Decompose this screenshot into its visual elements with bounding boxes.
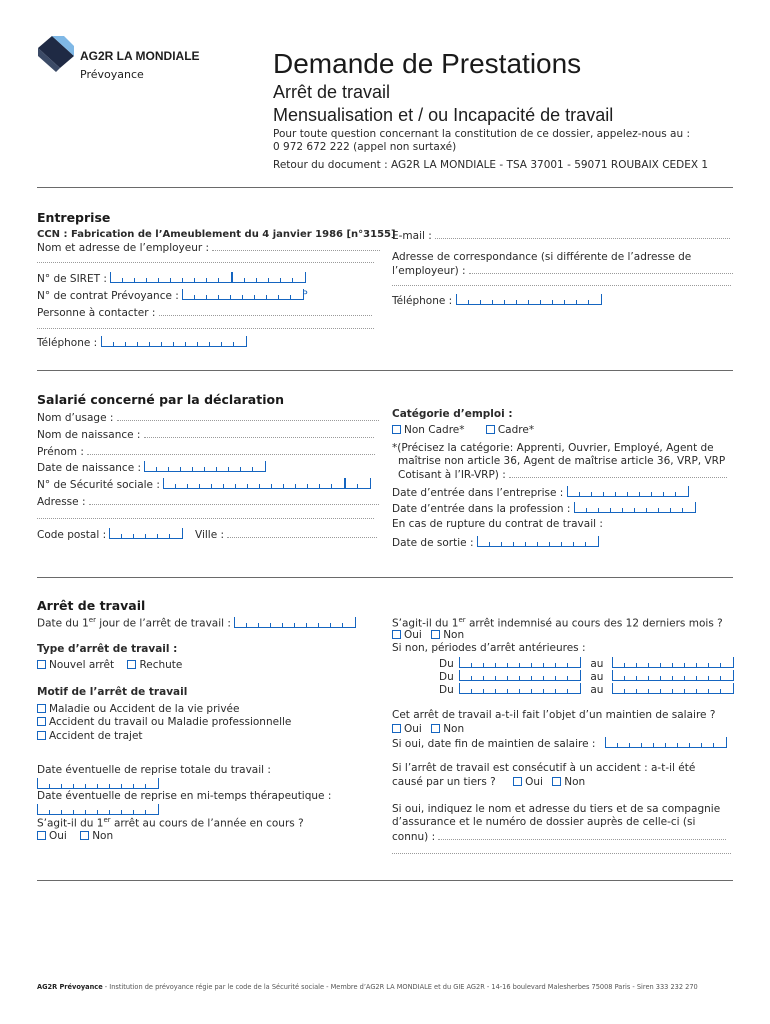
tiers-info-2: d’assurance et le numéro de dossier auprès de celle-ci (si bbox=[392, 816, 696, 828]
contact-person-line[interactable] bbox=[37, 328, 374, 329]
non-checkbox[interactable] bbox=[431, 630, 440, 639]
email-label: E-mail : bbox=[392, 230, 432, 242]
premier-annee-oui[interactable] bbox=[37, 830, 67, 842]
telephone-left-boxes[interactable] bbox=[101, 336, 247, 347]
employer-field[interactable] bbox=[37, 241, 380, 255]
secu-key-boxes[interactable] bbox=[345, 478, 371, 489]
telephone-right-boxes[interactable] bbox=[456, 294, 602, 305]
tiers-info-line[interactable] bbox=[392, 853, 731, 854]
page-subtitle-1: Arrêt de travail bbox=[273, 82, 391, 102]
secu-field[interactable] bbox=[37, 478, 371, 492]
rechute-label: Rechute bbox=[139, 659, 183, 671]
nom-usage-field[interactable] bbox=[37, 411, 379, 425]
non-cadre-checkbox[interactable] bbox=[392, 425, 401, 434]
email-field[interactable] bbox=[392, 229, 730, 243]
motif-option-1[interactable] bbox=[37, 703, 239, 716]
non-label: Non bbox=[92, 830, 114, 842]
oui-label: Oui bbox=[404, 629, 422, 641]
indemnise-non[interactable] bbox=[431, 629, 464, 641]
contrat-letter: P bbox=[302, 290, 308, 300]
oui-label: Oui bbox=[49, 830, 67, 842]
contact-line-1: Pour toute question concernant la constitution de ce dossier, appelez-nous au : bbox=[273, 128, 691, 140]
categorie-note-1: *(Précisez la catégorie: Apprenti, Ouvrier, Employé, Agent de bbox=[392, 442, 714, 454]
adresse-label: Adresse : bbox=[37, 496, 86, 508]
date-sortie-field[interactable] bbox=[392, 536, 599, 550]
categorie-note-3: Cotisant à l’IR-VRP) : bbox=[398, 469, 506, 481]
section-heading-salarie: Salarié concerné par la déclaration bbox=[37, 392, 284, 407]
periode-row-3[interactable] bbox=[439, 683, 734, 697]
telephone-right-field[interactable] bbox=[392, 294, 602, 308]
premier-annee-question bbox=[37, 816, 304, 831]
ville-field[interactable] bbox=[195, 528, 377, 542]
motif-1-checkbox[interactable] bbox=[37, 704, 46, 713]
reprise-totale-label: Date éventuelle de reprise totale du travail : bbox=[37, 764, 271, 776]
nouvel-arret-option[interactable] bbox=[37, 659, 114, 671]
maintien-non[interactable] bbox=[431, 723, 464, 735]
brand-name: AG2R LA MONDIALE bbox=[80, 49, 200, 63]
prenom-label: Prénom : bbox=[37, 446, 84, 458]
logo bbox=[36, 34, 76, 74]
nouvel-arret-label: Nouvel arrêt bbox=[49, 659, 115, 671]
au-label: au bbox=[590, 684, 604, 696]
au-label: au bbox=[590, 671, 604, 683]
siret-boxes[interactable] bbox=[110, 272, 232, 283]
reprise-partielle-label: Date éventuelle de reprise en mi-temps thérapeutique : bbox=[37, 790, 332, 802]
contrat-boxes[interactable] bbox=[182, 289, 304, 300]
employer-label: Nom et adresse de l’employeur : bbox=[37, 242, 210, 254]
indemnise-label: S’agit-il du 1 bbox=[392, 617, 459, 630]
telephone-right-label: Téléphone : bbox=[392, 295, 453, 307]
periode-row-2[interactable] bbox=[439, 670, 734, 684]
motif-3-label: Accident de trajet bbox=[49, 730, 143, 742]
superscript: er bbox=[458, 616, 466, 624]
date-entree-profession-boxes[interactable] bbox=[574, 502, 696, 513]
siret-label: N° de SIRET : bbox=[37, 273, 107, 285]
divider bbox=[37, 187, 733, 188]
date-sortie-boxes[interactable] bbox=[477, 536, 599, 547]
superscript: er bbox=[88, 616, 96, 624]
ville-label: Ville : bbox=[195, 529, 225, 541]
tiers-oui[interactable] bbox=[513, 776, 543, 788]
divider bbox=[37, 880, 733, 881]
maintien-oui[interactable] bbox=[392, 723, 422, 735]
du-label: Du bbox=[439, 658, 454, 670]
non-label: Non bbox=[564, 776, 586, 788]
date-premier-jour-boxes[interactable] bbox=[234, 617, 356, 628]
nom-naissance-field[interactable] bbox=[37, 428, 374, 442]
motif-2-label: Accident du travail ou Maladie professionnelle bbox=[49, 716, 292, 728]
nouvel-arret-checkbox[interactable] bbox=[37, 660, 46, 669]
tiers-question-row bbox=[392, 776, 595, 789]
ccn-label: CCN : Fabrication de l’Ameublement du 4 janvier 1986 [n°3155] bbox=[37, 229, 396, 240]
footer-text: - Institution de prévoyance régie par le code de la Sécurité sociale - Membre d’AG2R LA MONDIALE et du GIE AG2R - 14-16 boulevard Malesherbes 75008 Paris - Siren 333 232 270 bbox=[102, 983, 698, 991]
code-postal-label: Code postal : bbox=[37, 529, 107, 541]
non-checkbox[interactable] bbox=[80, 831, 89, 840]
nom-usage-label: Nom d’usage : bbox=[37, 412, 114, 424]
code-postal-boxes[interactable] bbox=[109, 528, 183, 539]
ag2r-logo-icon bbox=[36, 34, 76, 74]
section-heading-entreprise: Entreprise bbox=[37, 210, 111, 225]
motif-2-checkbox[interactable] bbox=[37, 717, 46, 726]
reprise-partielle-boxes[interactable] bbox=[37, 804, 159, 815]
corr-address-label-1: Adresse de correspondance (si différente de l’adresse de bbox=[392, 251, 692, 263]
date-entree-entreprise-field[interactable] bbox=[392, 486, 689, 500]
au-boxes[interactable] bbox=[612, 657, 734, 668]
tiers-non[interactable] bbox=[552, 776, 585, 788]
contrat-field[interactable] bbox=[37, 289, 308, 303]
corr-address-field[interactable] bbox=[392, 264, 733, 278]
premier-annee-options bbox=[37, 830, 123, 843]
indemnise-oui[interactable] bbox=[392, 629, 422, 641]
du-boxes[interactable] bbox=[459, 683, 581, 694]
contrat-label: N° de contrat Prévoyance : bbox=[37, 290, 179, 302]
au-label: au bbox=[590, 658, 604, 670]
date-naissance-boxes[interactable] bbox=[144, 461, 266, 472]
date-premier-jour-label: Date du 1 bbox=[37, 617, 89, 630]
premier-annee-non[interactable] bbox=[80, 830, 113, 842]
du-boxes[interactable] bbox=[459, 670, 581, 681]
corr-address-line[interactable] bbox=[392, 285, 731, 286]
date-premier-jour-field[interactable] bbox=[37, 616, 356, 631]
nom-naissance-label: Nom de naissance : bbox=[37, 429, 141, 441]
rechute-option[interactable] bbox=[127, 659, 182, 671]
maintien-fin-boxes[interactable] bbox=[605, 737, 727, 748]
divider bbox=[37, 577, 733, 578]
employer-address-line[interactable] bbox=[37, 262, 374, 263]
tiers-question-2: causé par un tiers ? bbox=[392, 776, 496, 788]
maintien-fin-field[interactable] bbox=[392, 737, 727, 751]
motif-3-checkbox[interactable] bbox=[37, 731, 46, 740]
adresse-field[interactable] bbox=[37, 495, 379, 509]
rechute-checkbox[interactable] bbox=[127, 660, 136, 669]
tiers-info-field[interactable] bbox=[392, 830, 726, 844]
non-cadre-option[interactable] bbox=[392, 424, 465, 436]
secu-boxes[interactable] bbox=[163, 478, 345, 489]
adresse-line[interactable] bbox=[37, 518, 374, 519]
secu-label: N° de Sécurité sociale : bbox=[37, 479, 160, 491]
cadre-checkbox[interactable] bbox=[486, 425, 495, 434]
periodes-label: Si non, périodes d’arrêt antérieures : bbox=[392, 642, 586, 654]
au-boxes[interactable] bbox=[612, 670, 734, 681]
du-label: Du bbox=[439, 671, 454, 683]
premier-annee-label-end: arrêt au cours de l’année en cours ? bbox=[110, 817, 304, 830]
categorie-options bbox=[392, 424, 544, 437]
motif-option-2[interactable] bbox=[37, 716, 291, 729]
du-label: Du bbox=[439, 684, 454, 696]
indemnise-options bbox=[392, 629, 474, 642]
siret-field[interactable] bbox=[37, 272, 306, 286]
indemnise-label-end: arrêt indemnisé au cours des 12 derniers mois ? bbox=[465, 617, 723, 630]
section-heading-arret: Arrêt de travail bbox=[37, 598, 146, 613]
non-checkbox[interactable] bbox=[552, 777, 561, 786]
date-entree-entreprise-label: Date d’entrée dans l’entreprise : bbox=[392, 487, 564, 499]
au-boxes[interactable] bbox=[612, 683, 734, 694]
superscript: er bbox=[103, 816, 111, 824]
divider bbox=[37, 370, 733, 371]
prenom-field[interactable] bbox=[37, 445, 375, 459]
type-arret-label: Type d’arrêt de travail : bbox=[37, 643, 178, 655]
type-arret-options bbox=[37, 659, 192, 672]
date-naissance-label: Date de naissance : bbox=[37, 462, 142, 474]
tiers-question-1: Si l’arrêt de travail est consécutif à un accident : a-t-il été bbox=[392, 762, 696, 774]
categorie-label: Catégorie d’emploi : bbox=[392, 408, 513, 420]
footer bbox=[37, 983, 698, 991]
siret-boxes-2[interactable] bbox=[232, 272, 306, 283]
contact-person-field[interactable] bbox=[37, 306, 372, 320]
oui-label: Oui bbox=[525, 776, 543, 788]
date-entree-profession-label: Date d’entrée dans la profession : bbox=[392, 503, 571, 515]
date-premier-jour-label-end: jour de l’arrêt de travail : bbox=[95, 617, 231, 630]
periode-row-1[interactable] bbox=[439, 657, 734, 671]
motif-1-label: Maladie ou Accident de la vie privée bbox=[49, 703, 240, 715]
maintien-fin-label: Si oui, date fin de maintien de salaire : bbox=[392, 738, 596, 750]
oui-checkbox[interactable] bbox=[392, 630, 401, 639]
page-subtitle-2: Mensualisation et / ou Incapacité de travail bbox=[273, 105, 614, 125]
oui-label: Oui bbox=[404, 723, 422, 735]
oui-checkbox[interactable] bbox=[392, 724, 401, 733]
non-checkbox[interactable] bbox=[431, 724, 440, 733]
return-address: Retour du document : AG2R LA MONDIALE - TSA 37001 - 59071 ROUBAIX CEDEX 1 bbox=[273, 159, 709, 171]
categorie-note-field[interactable] bbox=[398, 468, 727, 482]
code-postal-field[interactable] bbox=[37, 528, 183, 542]
premier-annee-label: S’agit-il du 1 bbox=[37, 817, 104, 830]
categorie-note-2: maîtrise non article 36, Agent de maîtrise article 36, VRP, VRP bbox=[398, 455, 726, 467]
maintien-question: Cet arrêt de travail a-t-il fait l’objet d’un maintien de salaire ? bbox=[392, 709, 716, 721]
maintien-options bbox=[392, 723, 474, 736]
non-label: Non bbox=[443, 629, 465, 641]
motif-option-3[interactable] bbox=[37, 730, 143, 743]
tiers-info-1: Si oui, indiquez le nom et adresse du tiers et de sa compagnie bbox=[392, 803, 721, 815]
date-entree-entreprise-boxes[interactable] bbox=[567, 486, 689, 497]
page-title: Demande de Prestations bbox=[273, 48, 582, 79]
footer-brand: AG2R Prévoyance bbox=[37, 983, 103, 991]
date-naissance-field[interactable] bbox=[37, 461, 266, 475]
contact-person-label: Personne à contacter : bbox=[37, 307, 156, 319]
oui-checkbox[interactable] bbox=[513, 777, 522, 786]
reprise-totale-boxes[interactable] bbox=[37, 778, 159, 789]
telephone-left-label: Téléphone : bbox=[37, 337, 98, 349]
date-entree-profession-field[interactable] bbox=[392, 502, 696, 516]
motif-label: Motif de l’arrêt de travail bbox=[37, 686, 188, 698]
brand-subtitle: Prévoyance bbox=[80, 68, 144, 81]
tiers-info-3: connu) : bbox=[392, 831, 436, 843]
contact-line-2: 0 972 672 222 (appel non surtaxé) bbox=[273, 141, 457, 153]
non-cadre-label: Non Cadre* bbox=[404, 424, 465, 436]
date-sortie-label: Date de sortie : bbox=[392, 537, 474, 549]
oui-checkbox[interactable] bbox=[37, 831, 46, 840]
du-boxes[interactable] bbox=[459, 657, 581, 668]
cadre-option[interactable] bbox=[486, 424, 534, 436]
corr-address-label-2: l’employeur) : bbox=[392, 265, 466, 277]
rupture-label: En cas de rupture du contrat de travail : bbox=[392, 518, 603, 530]
non-label: Non bbox=[443, 723, 465, 735]
cadre-label: Cadre* bbox=[497, 424, 535, 436]
telephone-left-field[interactable] bbox=[37, 336, 247, 350]
